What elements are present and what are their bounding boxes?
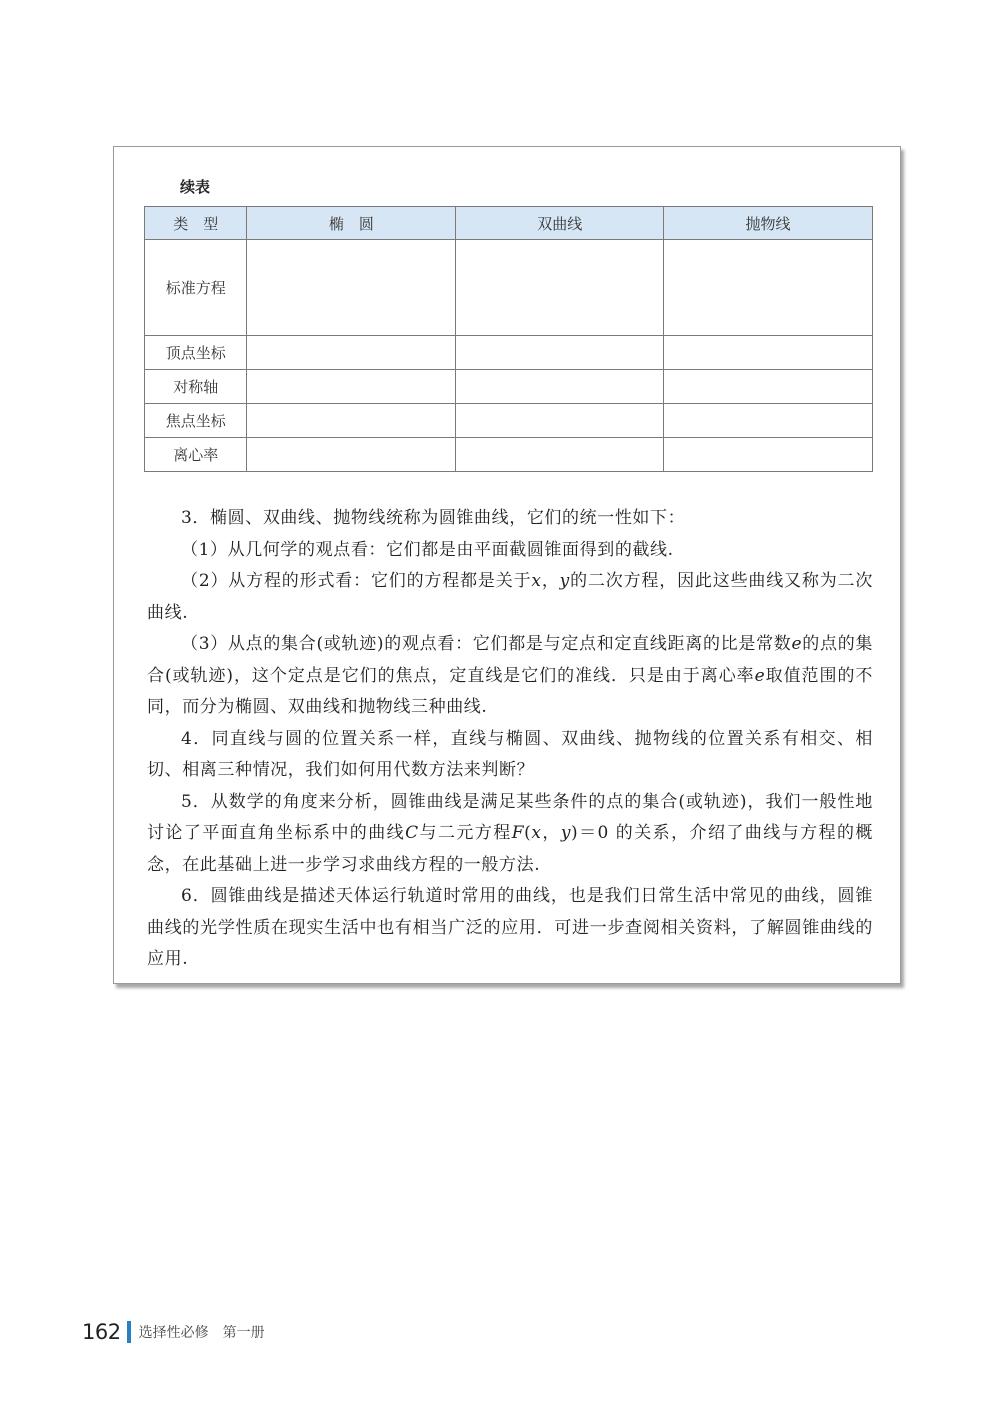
paragraph-5 bbox=[147, 787, 873, 882]
text-run: 的点的集合(或轨迹)，这个定点是它们的焦点，定直线是它们的准线．只是由于离心率 bbox=[147, 634, 873, 686]
math-var: F bbox=[511, 823, 525, 843]
math-var: C bbox=[405, 823, 419, 843]
text-run: 的二次方程，因此这些曲线又称为二次曲线. bbox=[147, 571, 873, 623]
table-cell bbox=[456, 438, 664, 472]
table-cell bbox=[664, 404, 873, 438]
table-cell bbox=[456, 370, 664, 404]
header-parabola: 抛物线 bbox=[664, 207, 873, 240]
text-run: （3）从点的集合(或轨迹)的观点看：它们都是与定点和定直线距离的比是常数 bbox=[181, 634, 792, 654]
paragraph-6: 6．圆锥曲线是描述天体运行轨道时常用的曲线，也是我们日常生活中常见的曲线，圆锥曲线的光学性质在现实生活中也有相当广泛的应用．可进一步查阅相关资料，了解圆锥曲线的应用. bbox=[147, 886, 873, 969]
table-cell bbox=[456, 240, 664, 336]
table-title: 续表 bbox=[180, 178, 211, 196]
row-label-axis: 对称轴 bbox=[145, 370, 247, 404]
table-cell bbox=[664, 336, 873, 370]
book-title: 选择性必修 bbox=[138, 1325, 209, 1341]
table-cell bbox=[247, 438, 456, 472]
header-type: 类 型 bbox=[145, 207, 247, 240]
math-var: x bbox=[531, 571, 542, 591]
table-cell bbox=[247, 370, 456, 404]
math-var: x bbox=[531, 823, 542, 843]
table-cell bbox=[247, 240, 456, 336]
table-cell bbox=[664, 370, 873, 404]
header-ellipse: 椭 圆 bbox=[247, 207, 456, 240]
math-var: e bbox=[754, 665, 766, 686]
table-row bbox=[145, 336, 873, 370]
table-cell bbox=[247, 336, 456, 370]
paragraph-3: 3．椭圆、双曲线、抛物线统称为圆锥曲线，它们的统一性如下： bbox=[181, 508, 686, 528]
paragraph-3-2 bbox=[147, 566, 873, 629]
text-run: 取值范围的不同，而分为椭圆、双曲线和抛物线三种曲线. bbox=[147, 665, 873, 717]
page-number: 162 bbox=[82, 1320, 121, 1344]
text-run: 与二元方程 bbox=[418, 823, 512, 843]
row-label-standard-equation: 标准方程 bbox=[145, 240, 247, 336]
text-run: 5．从数学的角度来分析，圆锥曲线是满足某些条件的点的集合(或轨迹)，我们一般性地讨论了平面直角坐标系中的曲线 bbox=[147, 791, 873, 843]
paragraph-4: 4．同直线与圆的位置关系一样，直线与椭圆、双曲线、抛物线的位置关系有相交、相切、相离三种情况，我们如何用代数方法来判断？ bbox=[147, 728, 873, 780]
conic-summary-table bbox=[144, 206, 873, 472]
table-cell bbox=[664, 240, 873, 336]
text-run: ( bbox=[524, 823, 532, 843]
table-cell bbox=[456, 336, 664, 370]
table-cell bbox=[664, 438, 873, 472]
table-cell bbox=[456, 404, 664, 438]
math-var: y bbox=[559, 571, 570, 591]
table-header-row bbox=[145, 207, 873, 240]
table-row bbox=[145, 404, 873, 438]
footer-divider bbox=[127, 1321, 131, 1343]
header-hyperbola: 双曲线 bbox=[456, 207, 664, 240]
content-panel bbox=[113, 146, 901, 984]
page-footer bbox=[82, 1318, 265, 1346]
table-row bbox=[145, 438, 873, 472]
row-label-focus: 焦点坐标 bbox=[145, 404, 247, 438]
math-var: y bbox=[560, 823, 572, 843]
footer-book-info bbox=[139, 1322, 265, 1342]
summary-text bbox=[147, 503, 873, 976]
paragraph-3-3 bbox=[147, 629, 873, 724]
text-run: ， bbox=[541, 823, 561, 843]
row-label-vertex: 顶点坐标 bbox=[145, 336, 247, 370]
volume-label: 第一册 bbox=[222, 1325, 265, 1341]
math-var: e bbox=[791, 634, 803, 654]
text-run: )＝0 的关系，介绍了曲线与方程的概念，在此基础上进一步学习求曲线方程的一般方法. bbox=[147, 823, 874, 875]
text-run: ， bbox=[541, 571, 560, 591]
paragraph-3-1: （1）从几何学的观点看：它们都是由平面截圆锥面得到的截线. bbox=[181, 539, 674, 560]
text-run: （2）从方程的形式看：它们的方程都是关于 bbox=[181, 571, 532, 591]
table-row bbox=[145, 240, 873, 336]
table-cell bbox=[247, 404, 456, 438]
table-row bbox=[145, 370, 873, 404]
row-label-eccentricity: 离心率 bbox=[145, 438, 247, 472]
